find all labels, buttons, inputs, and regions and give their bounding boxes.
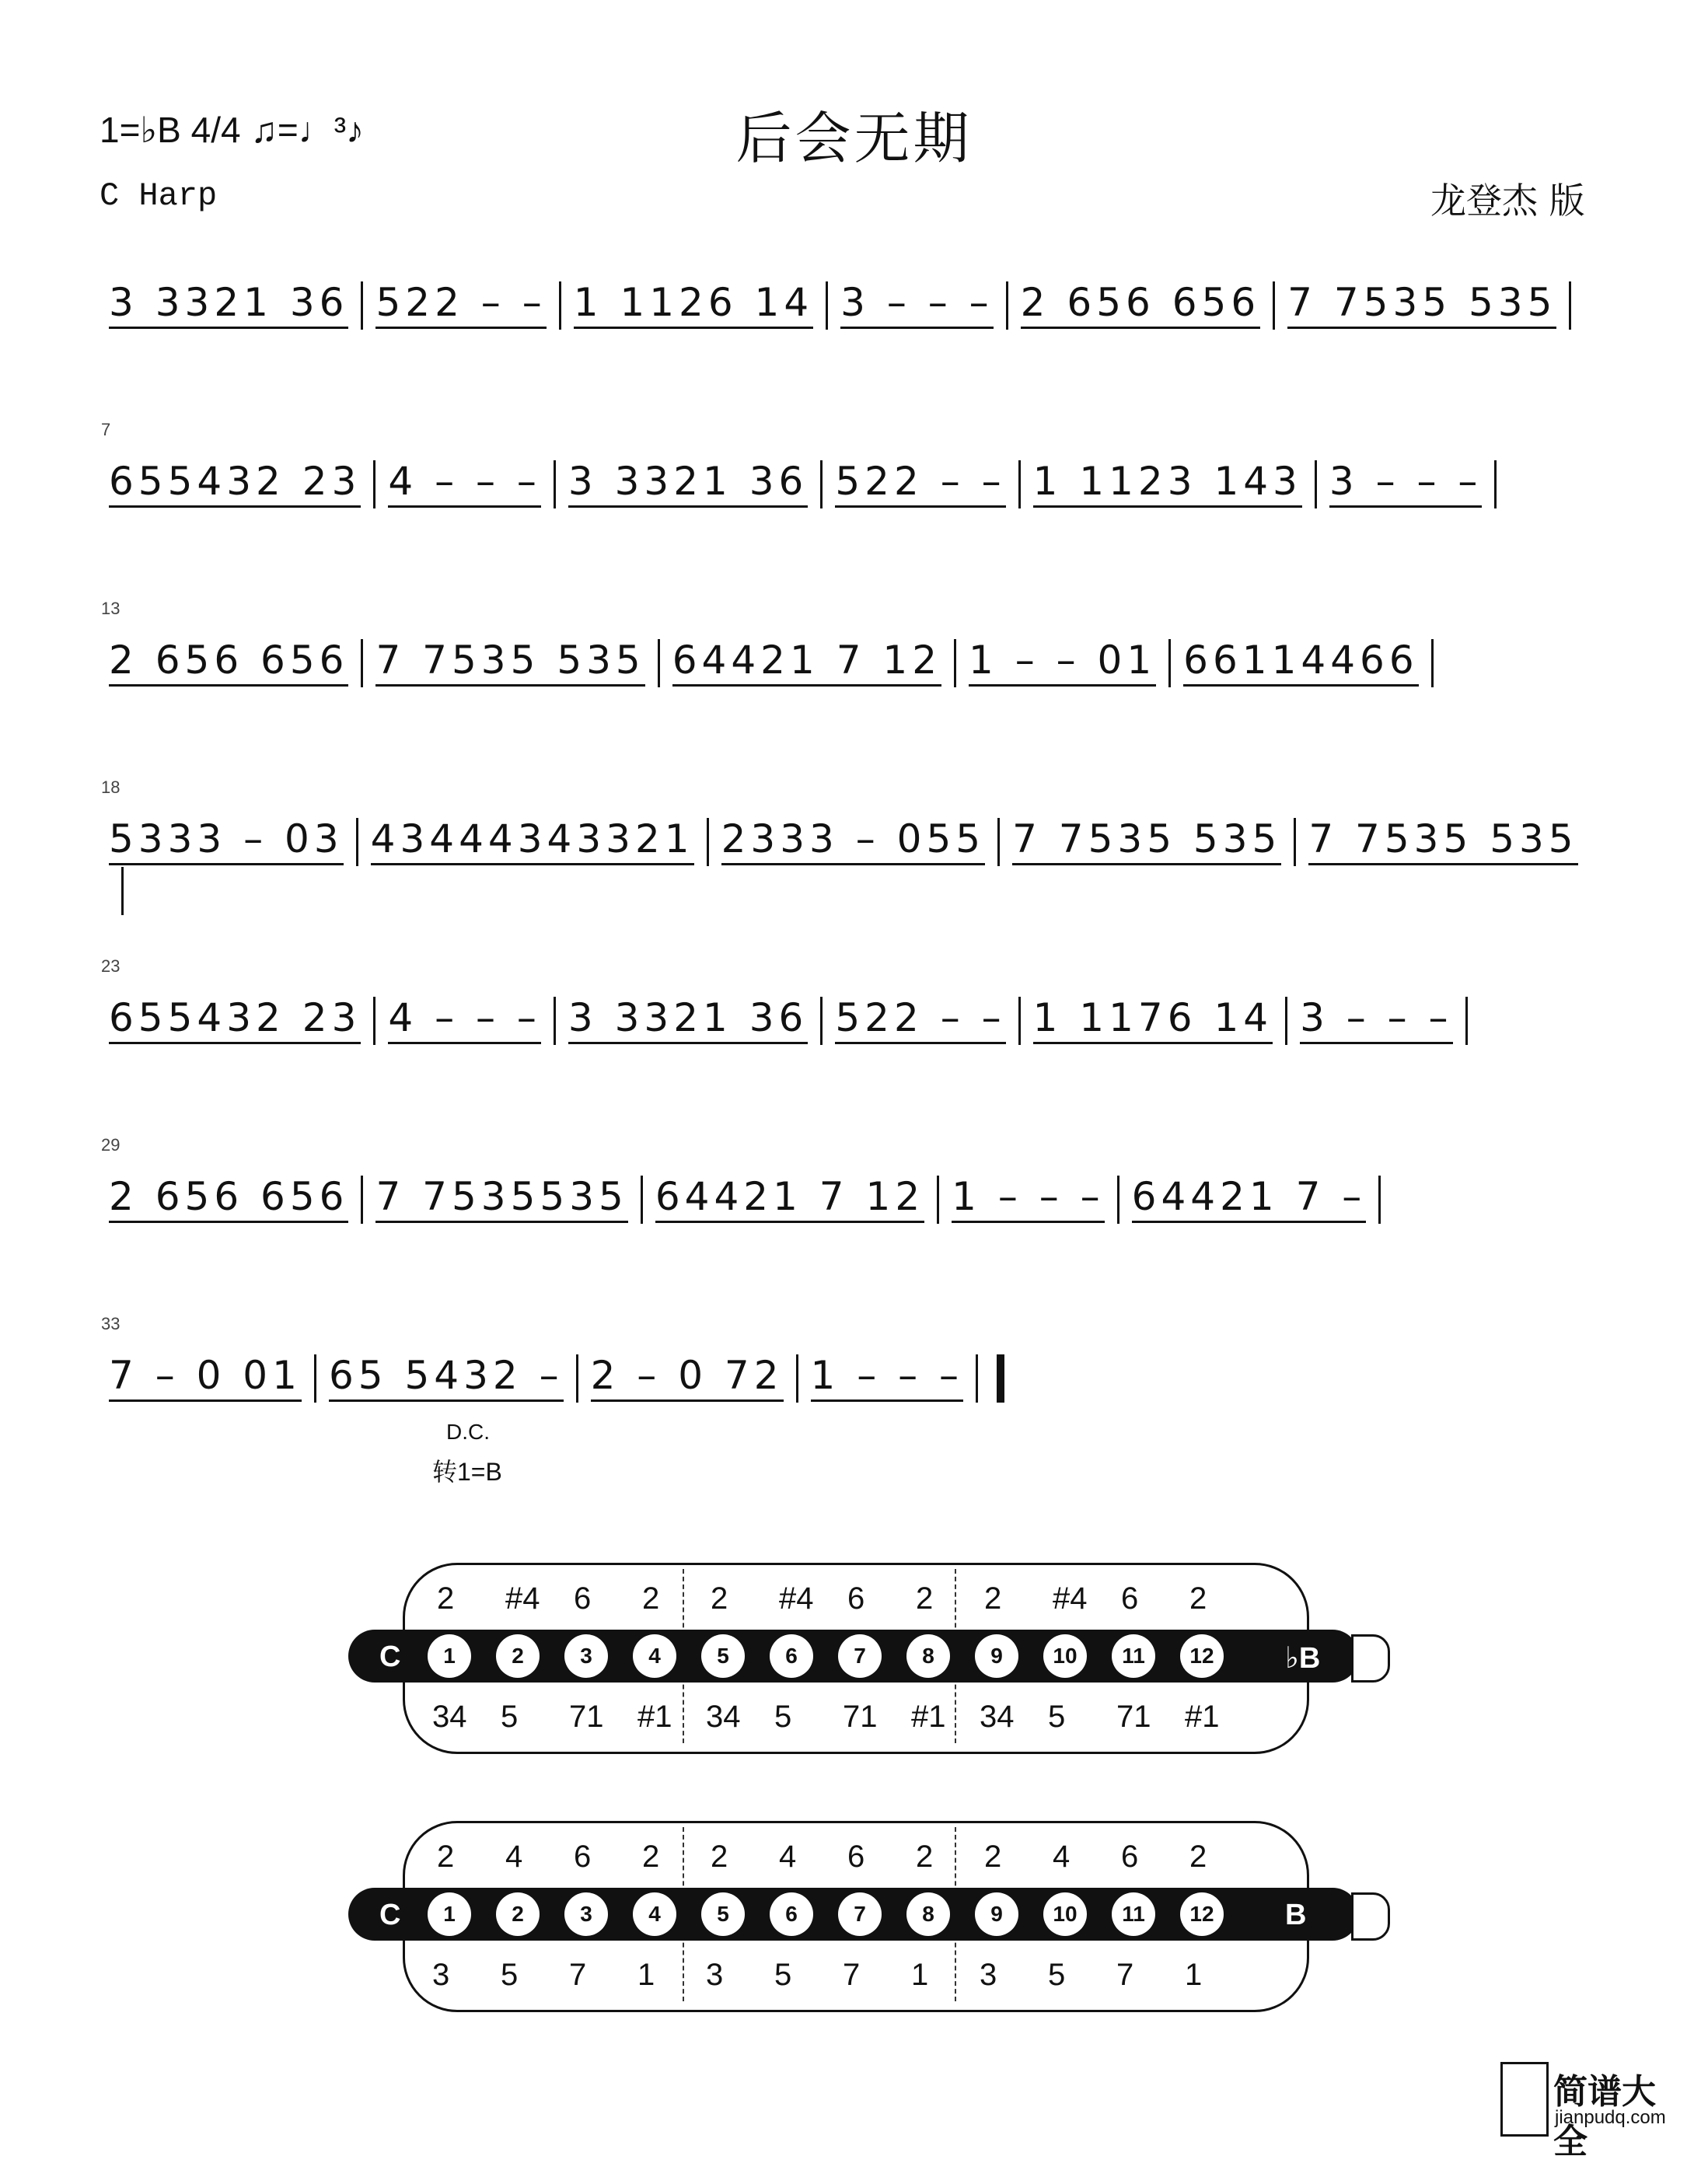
measure: 66114466: [1183, 638, 1419, 687]
measure: 1 1123 143: [1033, 459, 1302, 508]
harmonica-hole: 7: [838, 1634, 882, 1678]
blow-note: 6: [1121, 1581, 1139, 1616]
barline: [658, 639, 660, 687]
harmonica-hole: 2: [496, 1634, 540, 1678]
draw-note: 34: [706, 1700, 741, 1734]
measure: 2 – 0 72: [591, 1353, 784, 1402]
score-line: [101, 1314, 1601, 1423]
harmonica-hole: 8: [906, 1634, 950, 1678]
measure: 4 – – –: [388, 459, 541, 508]
dc-marking: D.C.: [446, 1420, 490, 1444]
measure: 1 1126 14: [574, 280, 813, 329]
harmonica-hole: 5: [701, 1892, 745, 1936]
barline: [554, 460, 556, 508]
barline: [1117, 1176, 1119, 1224]
right-key-label: B: [1285, 1899, 1307, 1931]
draw-note: 5: [501, 1958, 519, 1992]
barline: [707, 818, 709, 866]
measure: 3 3321 36: [568, 459, 808, 508]
measure: 2 656 656: [109, 1174, 348, 1223]
measure: 5333 – 03: [109, 816, 344, 865]
harmonica-chart-bflat: [348, 1563, 1421, 1749]
measure: 3 – – –: [1329, 459, 1483, 508]
bar-number: 33: [101, 1314, 121, 1333]
measure: 1 – – –: [811, 1353, 964, 1402]
blow-note: #4: [505, 1581, 540, 1616]
draw-note: 3: [706, 1958, 724, 1992]
bar-number: 18: [101, 777, 121, 797]
modulation-marking: 转1=B: [432, 1458, 502, 1486]
measure: 3 – – –: [840, 280, 994, 329]
score-line: [101, 420, 1601, 529]
left-key-label: C: [379, 1899, 401, 1931]
barline: [796, 1354, 798, 1403]
logo-url: jianpudq.com: [1555, 2107, 1666, 2128]
blow-note: 2: [1189, 1581, 1207, 1616]
draw-note: 5: [774, 1958, 792, 1992]
bar-number: 29: [101, 1135, 121, 1155]
measure: 655432 23: [109, 459, 361, 508]
draw-note: 71: [1116, 1700, 1151, 1734]
draw-note: #1: [637, 1700, 672, 1734]
barline: [997, 818, 1000, 866]
measure: 7 – 0 01: [109, 1353, 302, 1402]
barline: [361, 1176, 363, 1224]
harmonica-hole: 9: [975, 1892, 1018, 1936]
measure: 64421 7 12: [655, 1174, 924, 1223]
score-line: [109, 264, 1601, 350]
barline: [361, 281, 363, 330]
barline: [361, 639, 363, 687]
draw-note: 1: [911, 1958, 929, 1992]
barline: [314, 1354, 316, 1403]
measure: 7 7535 535: [1287, 280, 1556, 329]
harmonica-hole: 6: [770, 1634, 813, 1678]
measure: 64421 7 –: [1132, 1174, 1367, 1223]
blow-note: 2: [642, 1840, 660, 1874]
blow-note: 2: [437, 1840, 455, 1874]
blow-note: 2: [711, 1840, 728, 1874]
harmonica-hole: 12: [1180, 1892, 1224, 1936]
mouthpiece-icon: [1351, 1892, 1390, 1941]
barline: [1285, 997, 1287, 1045]
site-logo: [1500, 2053, 1687, 2161]
final-barline: [997, 1354, 1004, 1403]
key-signature: 1=♭B 4/4 ♫=♩³♪: [100, 110, 365, 150]
bar-number: 23: [101, 956, 121, 976]
measure: 522 – –: [835, 995, 1005, 1044]
draw-note: 1: [637, 1958, 655, 1992]
measure: 2 656 656: [1021, 280, 1260, 329]
barline: [1465, 997, 1468, 1045]
harmonica-hole: 12: [1180, 1634, 1224, 1678]
measure: 65 5432 –: [329, 1353, 564, 1402]
blow-note: 4: [779, 1840, 797, 1874]
blow-note: 6: [574, 1581, 592, 1616]
barline: [1431, 639, 1434, 687]
score-line: [101, 599, 1601, 708]
blow-note: 6: [1121, 1840, 1139, 1874]
measure: 7 7535 535: [1012, 816, 1281, 865]
harmonica-hole: 2: [496, 1892, 540, 1936]
barline: [976, 1354, 978, 1403]
barline: [554, 997, 556, 1045]
draw-note: 3: [432, 1958, 450, 1992]
barline: [820, 997, 823, 1045]
measure: 64421 7 12: [672, 638, 941, 687]
barline: [373, 997, 375, 1045]
draw-note: #1: [911, 1700, 946, 1734]
barline: [373, 460, 375, 508]
draw-note: 1: [1185, 1958, 1203, 1992]
blow-note: 4: [505, 1840, 523, 1874]
draw-note: 7: [1116, 1958, 1134, 1992]
measure: 7 7535 535: [1308, 816, 1577, 865]
blow-note: 6: [574, 1840, 592, 1874]
measure: 3 – – –: [1300, 995, 1453, 1044]
harmonica-hole: 1: [428, 1634, 471, 1678]
measure: 1 1176 14: [1033, 995, 1273, 1044]
harmonica-hole: 10: [1043, 1892, 1087, 1936]
blow-note: 2: [984, 1581, 1002, 1616]
barline: [826, 281, 828, 330]
harmonica-hole: 11: [1112, 1634, 1155, 1678]
harp-type: C Harp: [100, 177, 218, 215]
harmonica-hole: 3: [564, 1892, 608, 1936]
measure: 3 3321 36: [109, 280, 348, 329]
blow-note: 6: [847, 1581, 865, 1616]
blow-note: 2: [437, 1581, 455, 1616]
draw-note: 34: [432, 1700, 467, 1734]
draw-note: 5: [501, 1700, 519, 1734]
barline: [954, 639, 956, 687]
barline: [1273, 281, 1275, 330]
score-line: [101, 1135, 1601, 1244]
draw-note: 5: [774, 1700, 792, 1734]
harmonica-chart-b: [348, 1821, 1421, 2008]
blow-note: #4: [1053, 1581, 1088, 1616]
blow-note: 4: [1053, 1840, 1071, 1874]
measure: 7 7535 535: [375, 638, 644, 687]
harmonica-hole: 11: [1112, 1892, 1155, 1936]
blow-note: 2: [711, 1581, 728, 1616]
barline: [1315, 460, 1317, 508]
barline: [356, 818, 358, 866]
bar-number: 13: [101, 599, 121, 618]
blow-note: #4: [779, 1581, 814, 1616]
harmonica-hole: 6: [770, 1892, 813, 1936]
barline: [1168, 639, 1171, 687]
page-title: 后会无期: [735, 106, 973, 171]
draw-note: 5: [1048, 1700, 1066, 1734]
score-line: [101, 777, 1601, 886]
measure: 3 3321 36: [568, 995, 808, 1044]
harmonica-hole: 8: [906, 1892, 950, 1936]
harmonica-hole: 10: [1043, 1634, 1087, 1678]
measure: 655432 23: [109, 995, 361, 1044]
blow-note: 2: [916, 1581, 934, 1616]
barline: [1569, 281, 1571, 330]
barline: [1006, 281, 1008, 330]
barline: [641, 1176, 643, 1224]
draw-note: 5: [1048, 1958, 1066, 1992]
blow-note: 2: [916, 1840, 934, 1874]
measure: 43444343321: [371, 816, 694, 865]
barline: [559, 281, 561, 330]
barline: [820, 460, 823, 508]
measure: 4 – – –: [388, 995, 541, 1044]
measure: 2333 – 055: [721, 816, 985, 865]
measure: 1 – – –: [952, 1174, 1105, 1223]
logo-name: 简谱大全: [1553, 2072, 1656, 2161]
score-line: [101, 956, 1601, 1065]
measure: 522 – –: [835, 459, 1005, 508]
blow-note: 2: [642, 1581, 660, 1616]
harmonica-hole: 3: [564, 1634, 608, 1678]
blow-note: 2: [1189, 1840, 1207, 1874]
blow-note: 2: [984, 1840, 1002, 1874]
harmonica-hole: 4: [633, 1634, 676, 1678]
mouthpiece-icon: [1351, 1634, 1390, 1683]
harmonica-hole: 1: [428, 1892, 471, 1936]
barline: [1018, 460, 1021, 508]
harmonica-hole: 4: [633, 1892, 676, 1936]
draw-note: 3: [980, 1958, 997, 1992]
draw-note: 7: [843, 1958, 861, 1992]
harmonica-hole: 5: [701, 1634, 745, 1678]
measure: 522 – –: [375, 280, 546, 329]
barline: [1494, 460, 1497, 508]
piano-logo-icon: [1500, 2062, 1549, 2137]
barline: [1018, 997, 1021, 1045]
barline: [1378, 1176, 1381, 1224]
draw-note: #1: [1185, 1700, 1220, 1734]
barline: [1294, 818, 1296, 866]
draw-note: 71: [569, 1700, 604, 1734]
right-key-label: ♭B: [1285, 1642, 1321, 1675]
arranger: 龙登杰 版: [1430, 180, 1585, 222]
measure: 2 656 656: [109, 638, 348, 687]
measure: 1 – – 01: [969, 638, 1156, 687]
barline: [121, 867, 124, 915]
harmonica-hole: 9: [975, 1634, 1018, 1678]
left-key-label: C: [379, 1641, 401, 1673]
bar-number: 7: [101, 420, 111, 439]
barline: [937, 1176, 939, 1224]
draw-note: 7: [569, 1958, 587, 1992]
barline: [576, 1354, 578, 1403]
draw-note: 34: [980, 1700, 1015, 1734]
measure: 7 7535535: [375, 1174, 627, 1223]
blow-note: 6: [847, 1840, 865, 1874]
draw-note: 71: [843, 1700, 878, 1734]
harmonica-hole: 7: [838, 1892, 882, 1936]
